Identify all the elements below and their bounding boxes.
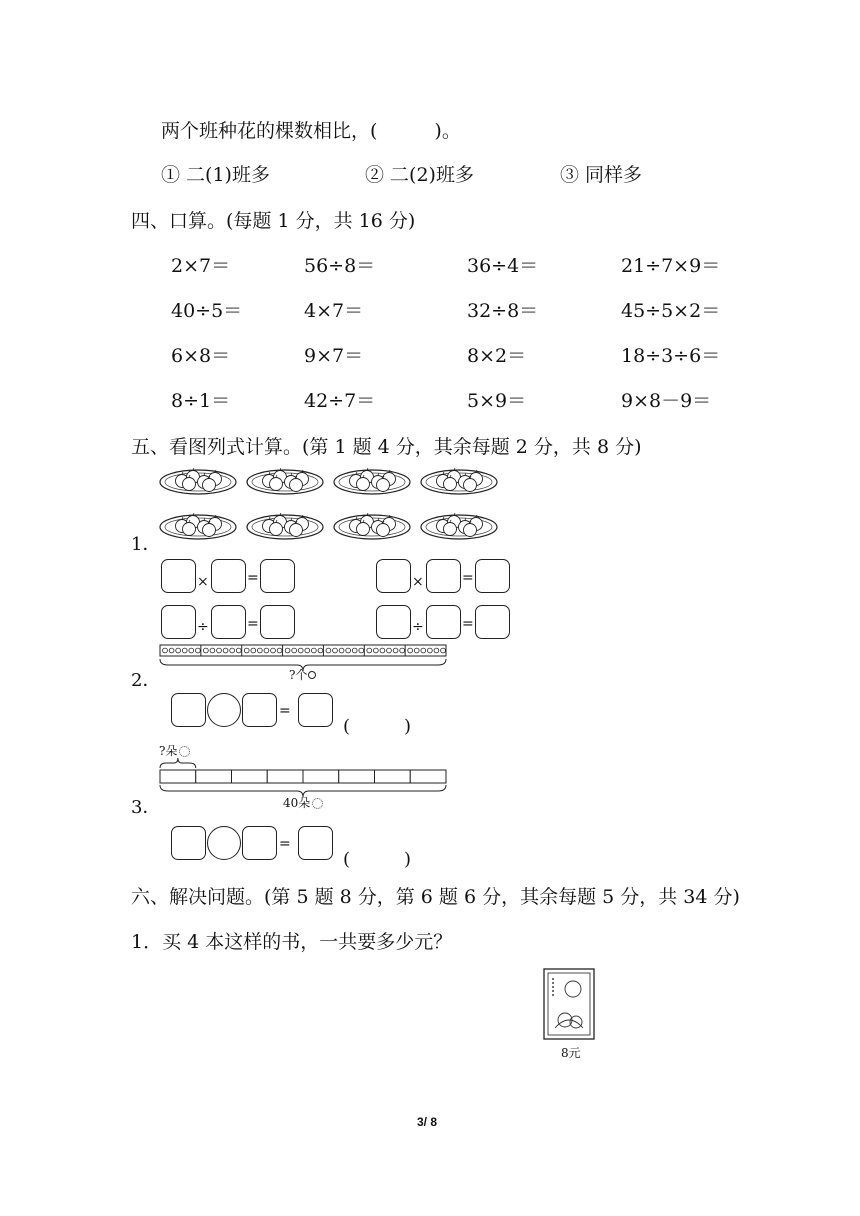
option-3: ③ 同样多 bbox=[560, 164, 643, 186]
math-item: 18÷3÷6＝ bbox=[621, 345, 721, 367]
math-item: 45÷5×2＝ bbox=[621, 300, 721, 322]
bar-segment bbox=[232, 770, 268, 783]
apple-plate bbox=[160, 513, 236, 539]
apple bbox=[357, 523, 370, 536]
math-item: 6×8＝ bbox=[171, 345, 231, 367]
apple bbox=[290, 524, 303, 537]
bead bbox=[305, 648, 310, 653]
bar-segment bbox=[375, 770, 411, 783]
apple bbox=[357, 478, 370, 491]
bead bbox=[311, 648, 316, 653]
answer-box[interactable] bbox=[298, 693, 333, 727]
question-2-number: 2． bbox=[131, 670, 161, 691]
answer-box[interactable] bbox=[211, 605, 246, 639]
bead bbox=[236, 648, 241, 653]
bead bbox=[326, 648, 331, 653]
math-item: 2×7＝ bbox=[171, 255, 231, 277]
times-sign: × bbox=[197, 574, 209, 590]
book-illustration bbox=[543, 968, 595, 1040]
bar-segment bbox=[267, 770, 303, 783]
bead bbox=[434, 648, 439, 653]
apple bbox=[377, 479, 390, 492]
answer-box[interactable] bbox=[426, 605, 461, 639]
apple-plate bbox=[160, 468, 236, 494]
equals-sign: = bbox=[279, 703, 291, 719]
answer-box[interactable] bbox=[426, 559, 461, 593]
bar-segment bbox=[339, 770, 375, 783]
bead bbox=[393, 648, 398, 653]
bead bbox=[380, 648, 385, 653]
bead bbox=[217, 648, 222, 653]
apple bbox=[464, 479, 477, 492]
answer-box[interactable] bbox=[161, 559, 196, 593]
q3-top-label: ?朵 bbox=[159, 742, 190, 759]
answer-box[interactable] bbox=[171, 826, 206, 860]
answer-box[interactable] bbox=[475, 559, 510, 593]
bead bbox=[189, 648, 194, 653]
bead bbox=[421, 648, 426, 653]
segment-brace-top bbox=[160, 758, 196, 768]
bead bbox=[285, 648, 290, 653]
math-item: 9×8－9＝ bbox=[621, 390, 712, 412]
flower-icon bbox=[312, 798, 323, 809]
math-item: 32÷8＝ bbox=[467, 300, 539, 322]
bead bbox=[352, 648, 357, 653]
math-item: 4×7＝ bbox=[304, 300, 364, 322]
apple-plate bbox=[247, 513, 323, 539]
math-item: 8×2＝ bbox=[467, 345, 527, 367]
equals-sign: = bbox=[279, 836, 291, 852]
bead bbox=[387, 648, 392, 653]
bead bbox=[292, 648, 297, 653]
bead bbox=[244, 648, 249, 653]
apple bbox=[444, 523, 457, 536]
times-sign: × bbox=[412, 574, 424, 590]
answer-box[interactable] bbox=[376, 559, 411, 593]
bead bbox=[400, 648, 405, 653]
math-item: 8÷1＝ bbox=[171, 390, 231, 412]
bead bbox=[271, 648, 276, 653]
apple-plates bbox=[158, 465, 503, 545]
bead bbox=[163, 648, 168, 653]
book-price: 8元 bbox=[561, 1046, 581, 1060]
bead bbox=[373, 648, 378, 653]
bead bbox=[257, 648, 262, 653]
bead bbox=[176, 648, 181, 653]
apple-plate bbox=[421, 513, 497, 539]
bead bbox=[359, 648, 364, 653]
answer-box[interactable] bbox=[242, 693, 277, 727]
bead bbox=[339, 648, 344, 653]
operator-circle[interactable] bbox=[207, 693, 241, 727]
option-2: ② 二(2)班多 bbox=[365, 164, 474, 186]
math-item: 40÷5＝ bbox=[171, 300, 243, 322]
bead bbox=[346, 648, 351, 653]
bead bbox=[182, 648, 187, 653]
apple bbox=[464, 524, 477, 537]
question-3-number: 3． bbox=[131, 797, 161, 818]
question-text: 两个班种花的棵数相比，( )。 bbox=[161, 120, 461, 142]
answer-box[interactable] bbox=[171, 693, 206, 727]
bar-segment bbox=[160, 770, 196, 783]
apple bbox=[270, 478, 283, 491]
bead-total-label: ?个 bbox=[289, 666, 316, 683]
answer-box[interactable] bbox=[242, 826, 277, 860]
apple-plates-illustration bbox=[158, 465, 503, 545]
section-6-heading: 六、解决问题。(第 5 题 8 分，第 6 题 6 分，其余每题 5 分，共 34 分) bbox=[131, 886, 740, 908]
divide-sign: ÷ bbox=[197, 619, 209, 635]
bead bbox=[230, 648, 235, 653]
section-4-heading: 四、口算。(每题 1 分，共 16 分) bbox=[131, 210, 416, 232]
apple-plate bbox=[421, 468, 497, 494]
apple bbox=[183, 478, 196, 491]
bead bbox=[277, 648, 282, 653]
problem-1-text: 1．买 4 本这样的书，一共要多少元？ bbox=[131, 931, 453, 953]
apple bbox=[203, 524, 216, 537]
equals-sign: = bbox=[247, 570, 259, 586]
bead-icon bbox=[308, 671, 316, 679]
apple bbox=[444, 478, 457, 491]
bead bbox=[427, 648, 432, 653]
apple bbox=[377, 524, 390, 537]
apple-plate bbox=[334, 513, 410, 539]
bead bbox=[251, 648, 256, 653]
flower-icon bbox=[179, 746, 190, 757]
bar-segment bbox=[303, 770, 339, 783]
apple bbox=[290, 479, 303, 492]
answer-box[interactable] bbox=[161, 605, 196, 639]
unit-blank[interactable]: ( ) bbox=[343, 849, 412, 870]
answer-box[interactable] bbox=[260, 605, 295, 639]
section-5-heading: 五、看图列式计算。(第 1 题 4 分，其余每题 2 分，共 8 分) bbox=[131, 436, 642, 458]
equals-sign: = bbox=[462, 570, 474, 586]
bead bbox=[333, 648, 338, 653]
math-item: 36÷4＝ bbox=[467, 255, 539, 277]
bead bbox=[203, 648, 208, 653]
operator-circle[interactable] bbox=[207, 826, 241, 860]
math-item: 21÷7×9＝ bbox=[621, 255, 721, 277]
bar-segment bbox=[410, 770, 446, 783]
equals-sign: = bbox=[247, 616, 259, 632]
math-item: 9×7＝ bbox=[304, 345, 364, 367]
option-1: ① 二(1)班多 bbox=[161, 164, 270, 186]
apple bbox=[270, 523, 283, 536]
math-item: 56÷8＝ bbox=[304, 255, 376, 277]
answer-box[interactable] bbox=[376, 605, 411, 639]
bead bbox=[169, 648, 174, 653]
page-number: 3/ 8 bbox=[417, 1115, 438, 1129]
math-item: 42÷7＝ bbox=[304, 390, 376, 412]
apple-plate bbox=[247, 468, 323, 494]
bead bbox=[414, 648, 419, 653]
bead bbox=[408, 648, 413, 653]
bead bbox=[441, 648, 446, 653]
answer-box[interactable] bbox=[211, 559, 246, 593]
math-item: 5×9＝ bbox=[467, 390, 527, 412]
bead bbox=[367, 648, 372, 653]
question-1-number: 1． bbox=[131, 534, 161, 555]
answer-box[interactable] bbox=[260, 559, 295, 593]
q3-bottom-label: 40朵 bbox=[283, 794, 323, 811]
unit-blank[interactable]: ( ) bbox=[343, 716, 412, 737]
apple-plate bbox=[334, 468, 410, 494]
apple bbox=[203, 479, 216, 492]
apple bbox=[183, 523, 196, 536]
bead bbox=[195, 648, 200, 653]
divide-sign: ÷ bbox=[412, 619, 424, 635]
bar-segment bbox=[196, 770, 232, 783]
answer-box[interactable] bbox=[475, 605, 510, 639]
equals-sign: = bbox=[462, 616, 474, 632]
answer-box[interactable] bbox=[298, 826, 333, 860]
bead bbox=[298, 648, 303, 653]
bead bbox=[223, 648, 228, 653]
bead bbox=[210, 648, 215, 653]
bead bbox=[318, 648, 323, 653]
bead bbox=[264, 648, 269, 653]
